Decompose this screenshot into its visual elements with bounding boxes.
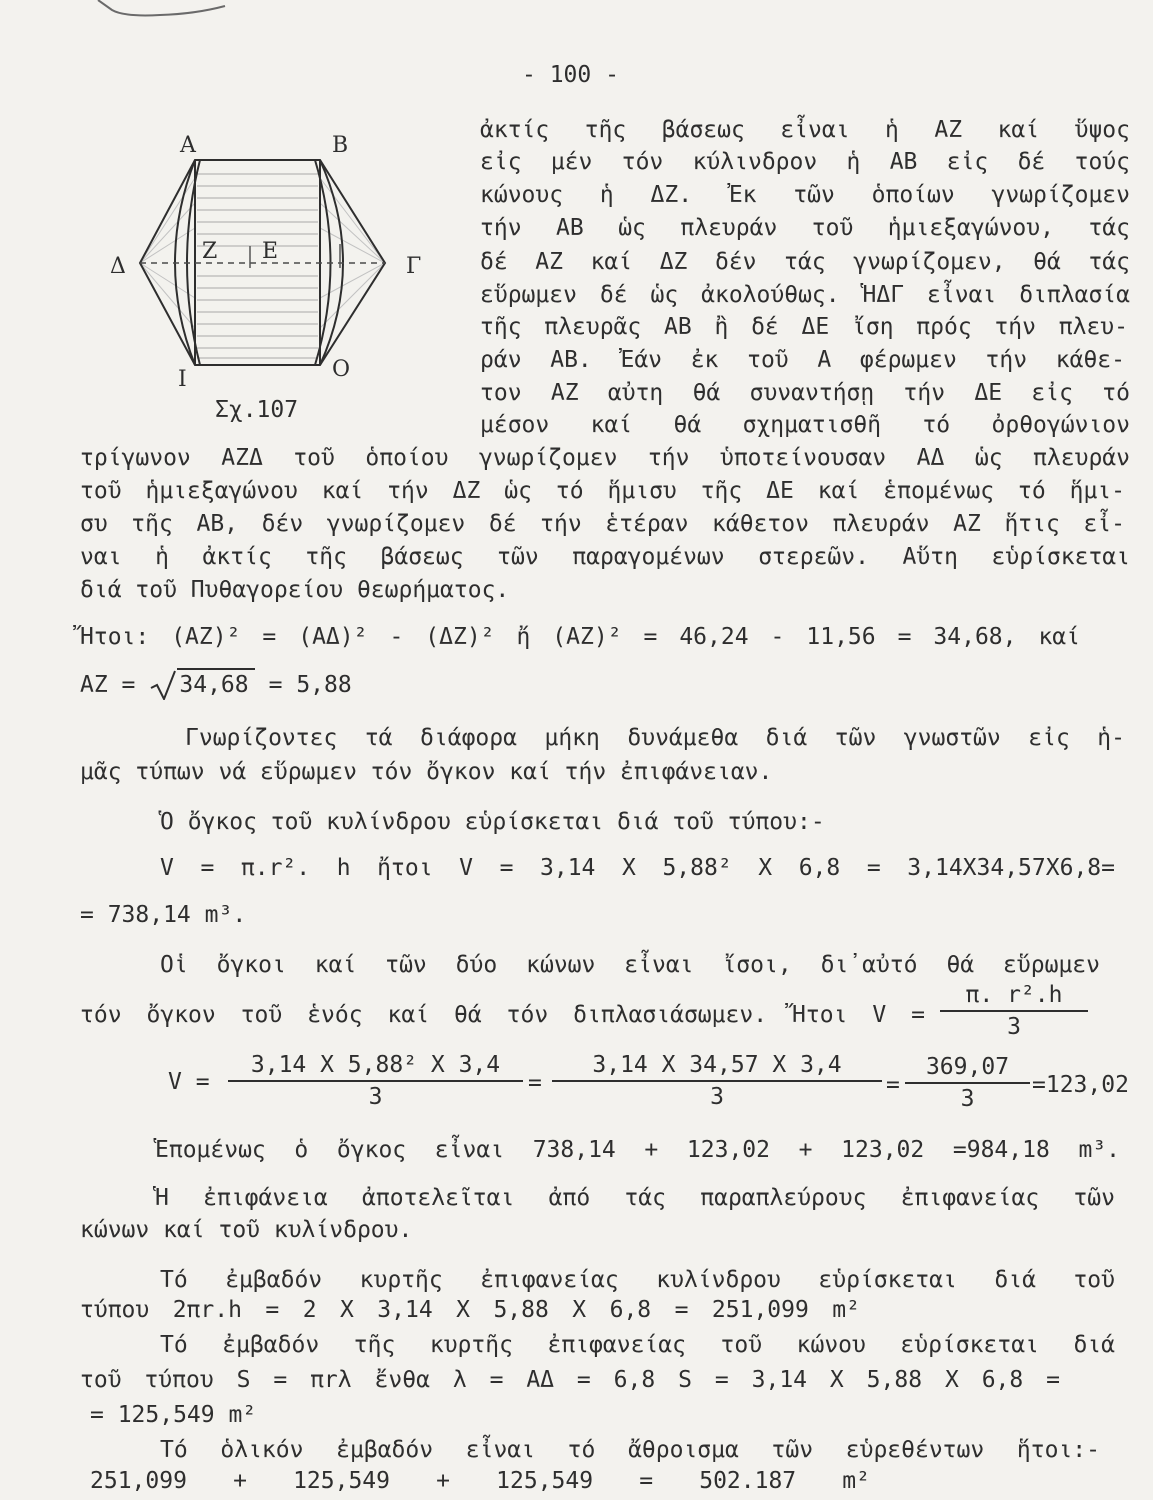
text-line-13: συ τῆς ΑΒ, δέν γνωρίζομεν δέ τήν ἑτέραν κάθετον πλευράν ΑΖ ἥτις εἶ- — [80, 511, 1125, 537]
label-d: Δ — [110, 254, 126, 279]
label-i: Ι — [178, 367, 187, 392]
fraction-denominator: 3 — [710, 1084, 724, 1110]
text-line-9: τον ΑΖ αὐτη θά συναντήσῃ τήν ΔΕ εἰς τό — [480, 380, 1130, 406]
text-line-1: ἀκτίς τῆς βάσεως εἶναι ἡ ΑΖ καί ὕψος — [480, 117, 1130, 143]
text-line-8: ράν ΑΒ. Ἐάν ἐκ τοῦ Α φέρωμεν τήν κάθε- — [480, 347, 1125, 373]
fraction-denominator: 3 — [368, 1084, 383, 1110]
text-line-23: Οἱ ὄγκοι καί τῶν δύο κώνων εἶναι ἴσοι, δι᾽αὐτό θά εὕρωμεν — [160, 952, 1100, 978]
total-area-result: 251,099 + 125,549 + 125,549 = 502.187 m² — [90, 1468, 870, 1494]
sqrt-lhs: ΑΖ = — [80, 672, 136, 698]
sqrt-rhs: = 5,88 — [268, 672, 352, 698]
text-line-24: τόν ὄγκον τοῦ ἑνός καί θά τόν διπλασιάσωμεν. Ἤτοι V = — [80, 1002, 925, 1028]
text-line-12: τοῦ ἡμιεξαγώνου καί τήν ΔΖ ὡς τό ἥμισυ τῆς ΔΕ καί ἑπομένως τό ἥμι- — [80, 478, 1125, 504]
text-line-2: εἰς μέν τόν κύλινδρον ἡ ΑΒ εἰς δέ τούς — [480, 149, 1130, 175]
text-line-5: δέ ΑΖ καί ΔΖ δέν τάς γνωρίζομεν, θά τάς — [480, 249, 1130, 275]
cylinder-volume-intro: Ὁ ὄγκος τοῦ κυλίνδρου εὑρίσκεται διά τοῦ τύπου:- — [160, 809, 825, 835]
text-line-29: Τό ἐμβαδόν κυρτῆς ἐπιφανείας κυλίνδρου εὑρίσκεται διά τοῦ — [160, 1267, 1115, 1293]
text-line-4: τήν ΑΒ ὡς πλευράν τοῦ ἡμιεξαγώνου, τάς — [480, 215, 1130, 241]
text-line-7: τῆς πλευρᾶς ΑΒ ἢ δέ ΔΕ ἴση πρός τήν πλευ- — [480, 314, 1128, 340]
pythagoras-equation: Ἤτοι: (ΑΖ)² = (ΑΔ)² - (ΔΖ)² ἤ (ΑΖ)² = 46,24 - 11,56 = 34,68, καί — [80, 624, 1080, 650]
fraction-denominator: 3 — [960, 1086, 975, 1112]
cylinder-hatching — [197, 174, 318, 358]
text-line-28: κώνων καί τοῦ κυλίνδρου. — [80, 1217, 413, 1243]
text-line-10: μέσον καί θά σχηματισθῆ τό ὀρθογώνιον — [480, 412, 1130, 438]
equals-sign: = — [886, 1072, 900, 1098]
cylinder-area-formula: τύπου 2πr.h = 2 X 3,14 X 5,88 X 6,8 = 251,099 m² — [80, 1297, 860, 1323]
fraction-numerator: π. r².h — [965, 982, 1063, 1008]
cone-volume-fraction-3 — [905, 1052, 1030, 1114]
fraction-denominator: 3 — [1007, 1014, 1021, 1040]
cone-volume-fraction-1 — [228, 1050, 523, 1112]
label-g: Γ — [406, 254, 422, 279]
sqrt-line — [80, 668, 352, 700]
text-line-6: εὕρωμεν δέ ὡς ἀκολούθως. ἩΔΓ εἶναι διπλασία — [480, 282, 1130, 308]
cylinder-volume-formula: V = π.r². h ἤτοι V = 3,14 X 5,88² X 6,8 = 3,14X34,57X6,8= — [160, 855, 1115, 881]
radical-sign — [149, 670, 177, 700]
text-line-31: Τό ἐμβαδόν τῆς κυρτῆς ἐπιφανείας τοῦ κώνου εὑρίσκεται διά — [160, 1332, 1115, 1358]
figure-caption: Σχ.107 — [215, 397, 299, 423]
fraction-numerator: 3,14 X 5,88² X 3,4 — [250, 1052, 501, 1078]
text-line-15: διά τοῦ Πυθαγορείου θεωρήματος. — [80, 577, 510, 603]
cone-area-result: = 125,549 m² — [90, 1402, 257, 1428]
cone-area-formula: τοῦ τύπου S = πrλ ἔνθα λ = ΑΔ = 6,8 S = 3,14 X 5,88 X 6,8 = — [80, 1367, 1060, 1393]
cone-volume-formula-fraction — [940, 980, 1088, 1042]
label-o: Ο — [332, 357, 351, 382]
label-z: Ζ — [202, 239, 218, 264]
fraction-numerator: 369,07 — [925, 1054, 1010, 1080]
label-a: Α — [180, 133, 196, 158]
hexagon-rotation-figure — [100, 118, 440, 408]
cone-volume-fraction-2 — [552, 1050, 882, 1112]
cone-volume-result: =123,02 — [1032, 1072, 1129, 1098]
scan-artifact — [90, 0, 230, 22]
label-e: Ε — [262, 239, 279, 264]
text-line-3: κώνους ἡ ΔΖ. Ἐκ τῶν ὁποίων γνωρίζομεν — [480, 182, 1130, 208]
text-line-18: Γνωρίζοντες τά διάφορα μήκη δυνάμεθα διά τῶν γνωστῶν εἰς ἡ- — [185, 725, 1125, 751]
text-line-27: Ἡ ἐπιφάνεια ἀποτελεῖται ἀπό τάς παραπλεύρους ἐπιφανείας τῶν — [155, 1185, 1115, 1211]
equals-sign: = — [528, 1070, 542, 1096]
sqrt-radicand: 34,68 — [177, 668, 254, 700]
text-line-34: Τό ὁλικόν ἐμβαδόν εἶναι τό ἄθροισμα τῶν εὑρεθέντων ἥτοι:- — [160, 1437, 1100, 1463]
cone-volume-lhs: V = — [168, 1069, 210, 1095]
text-line-11: τρίγωνον ΑΖΔ τοῦ ὁποίου γνωρίζομεν τήν ὑποτείνουσαν ΑΔ ὡς πλευράν — [80, 445, 1130, 471]
fraction-numerator: 3,14 X 34,57 X 3,4 — [592, 1052, 842, 1078]
text-line-14: ναι ἡ ἀκτίς τῆς βάσεως τῶν παραγομένων στερεῶν. Αὕτη εὑρίσκεται — [80, 544, 1130, 570]
text-line-19: μᾶς τύπων νά εὕρωμεν τόν ὄγκον καί τήν ἐπιφάνειαν. — [80, 759, 773, 785]
total-volume-line: Ἑπομένως ὁ ὄγκος εἶναι 738,14 + 123,02 + 123,02 =984,18 m³. — [155, 1137, 1120, 1163]
label-b: Β — [332, 133, 349, 158]
cylinder-volume-result: = 738,14 m³. — [80, 902, 247, 928]
page-number: - 100 - — [522, 62, 619, 88]
